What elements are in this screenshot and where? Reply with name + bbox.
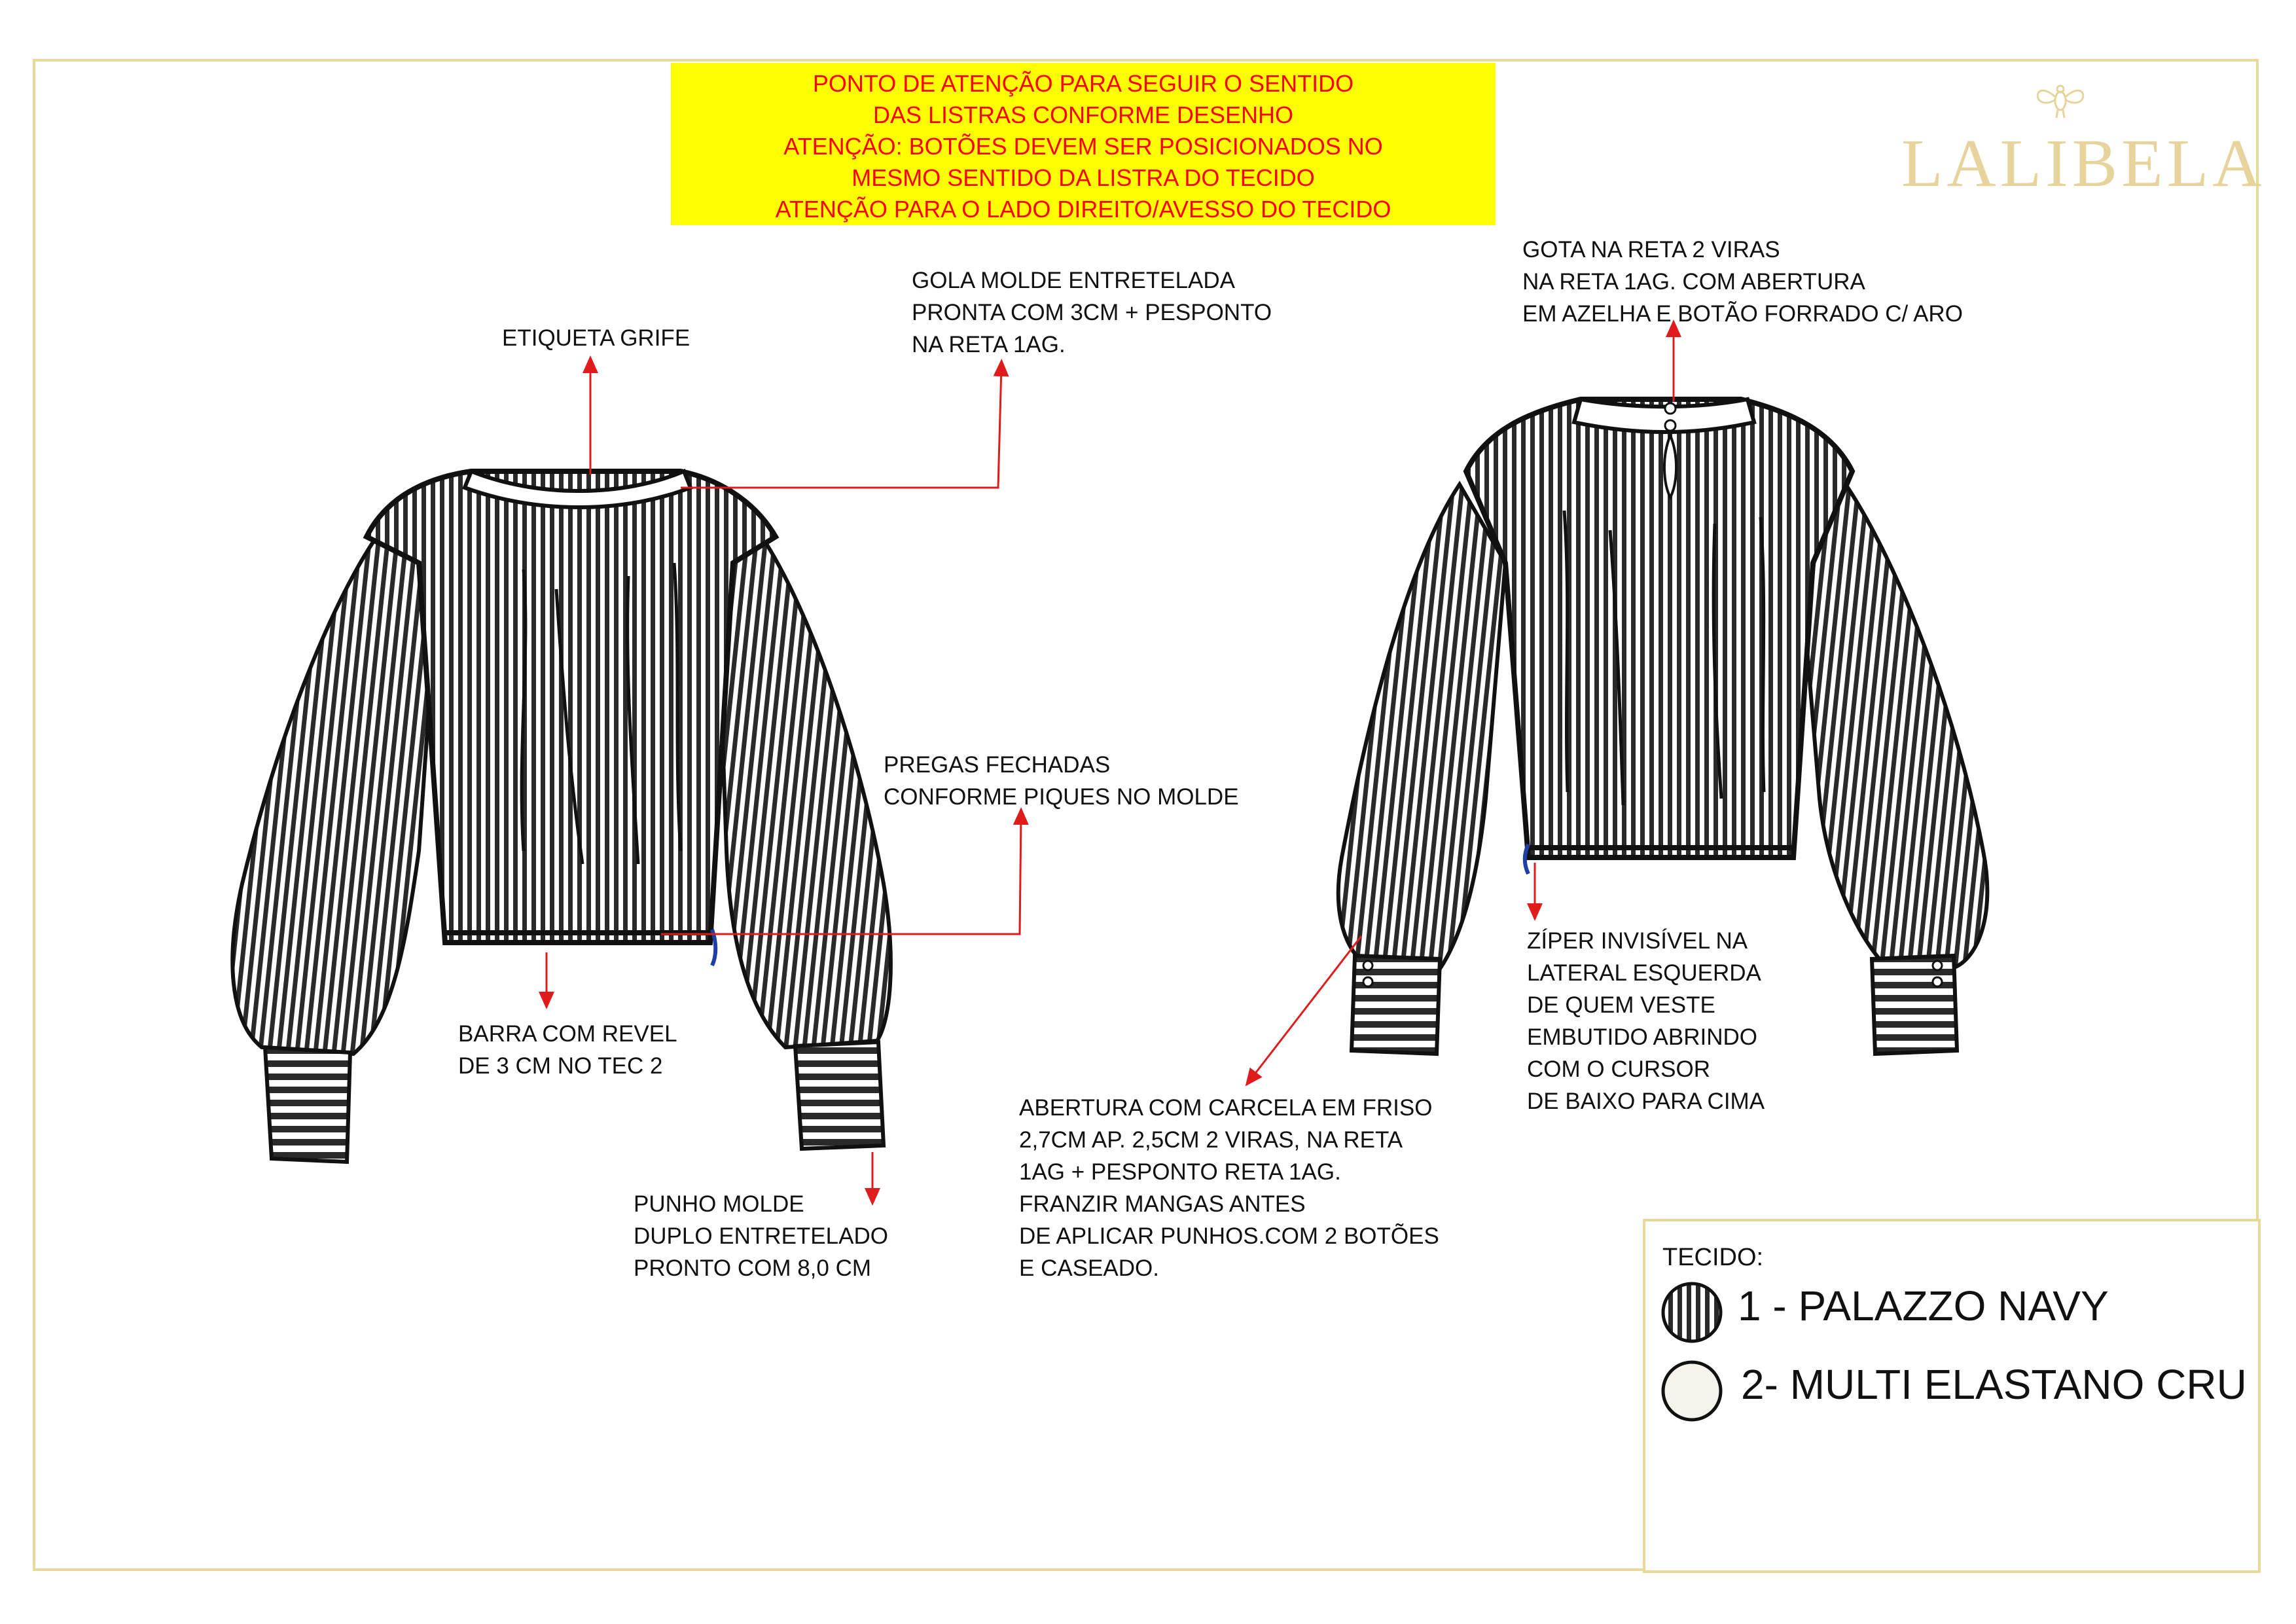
warning-line-2: DAS LISTRAS CONFORME DESENHO xyxy=(872,101,1294,128)
legend-item-palazzo-navy: 1 - PALAZZO NAVY xyxy=(1738,1282,2109,1329)
warning-line-4: MESMO SENTIDO DA LISTRA DO TECIDO xyxy=(852,164,1315,191)
front-right-sleeve xyxy=(717,524,891,1047)
fabric-legend-title: TECIDO: xyxy=(1662,1244,1764,1271)
note-gota: GOTA NA RETA 2 VIRAS NA RETA 1AG. COM ABERTURA EM AZELHA E BOTÃO FORRADO C/ ARO xyxy=(1522,237,1963,327)
brand-wordmark: LALIBELA xyxy=(1901,126,2266,201)
back-left-sleeve xyxy=(1338,484,1505,975)
note-barra: BARRA COM REVEL DE 3 CM NO TEC 2 xyxy=(458,1021,677,1079)
front-left-cuff xyxy=(265,1047,350,1162)
front-right-cuff xyxy=(795,1042,884,1149)
note-etiqueta: ETIQUETA GRIFE xyxy=(502,325,691,351)
note-abertura: ABERTURA COM CARCELA EM FRISO 2,7CM AP. 2,5CM 2 VIRAS, NA RETA 1AG + PESPONTO RETA 1AG. FRANZIR MANGAS ANTES DE APLICAR PUNHOS.COM 2 BOTÕES E CASEADO. xyxy=(1019,1095,1439,1281)
warning-line-1: PONTO DE ATENÇÃO PARA SEGUIR O SENTIDO xyxy=(812,70,1354,97)
warning-line-3: ATENÇÃO: BOTÕES DEVEM SER POSICIONADOS NO xyxy=(783,133,1383,160)
note-pregas: PREGAS FECHADAS CONFORME PIQUES NO MOLDE xyxy=(884,752,1239,810)
multi-elastano-cru-swatch xyxy=(1659,1358,1725,1424)
note-ziper: ZÍPER INVISÍVEL NA LATERAL ESQUERDA DE QUEM VESTE EMBUTIDO ABRINDO COM O CURSOR DE BAIXO PARA CIMA xyxy=(1527,928,1765,1114)
note-punho: PUNHO MOLDE DUPLO ENTRETELADO PRONTO COM 8,0 CM xyxy=(634,1191,888,1281)
back-body xyxy=(1466,399,1852,857)
back-right-cuff xyxy=(1872,956,1957,1054)
note-gola: GOLA MOLDE ENTRETELADA PRONTA COM 3CM + PESPONTO NA RETA 1AG. xyxy=(912,268,1272,357)
bee-icon xyxy=(2037,86,2083,118)
attention-warning-box xyxy=(671,63,1496,225)
back-right-sleeve xyxy=(1800,484,1987,969)
palazzo-navy-swatch xyxy=(1659,1280,1725,1345)
legend-item-multi-elastano-cru: 2- MULTI ELASTANO CRU xyxy=(1741,1361,2247,1408)
front-left-sleeve xyxy=(232,524,439,1054)
warning-line-5: ATENÇÃO PARA O LADO DIREITO/AVESSO DO TECIDO xyxy=(775,196,1391,223)
front-body xyxy=(367,471,776,943)
back-left-cuff xyxy=(1352,956,1440,1054)
